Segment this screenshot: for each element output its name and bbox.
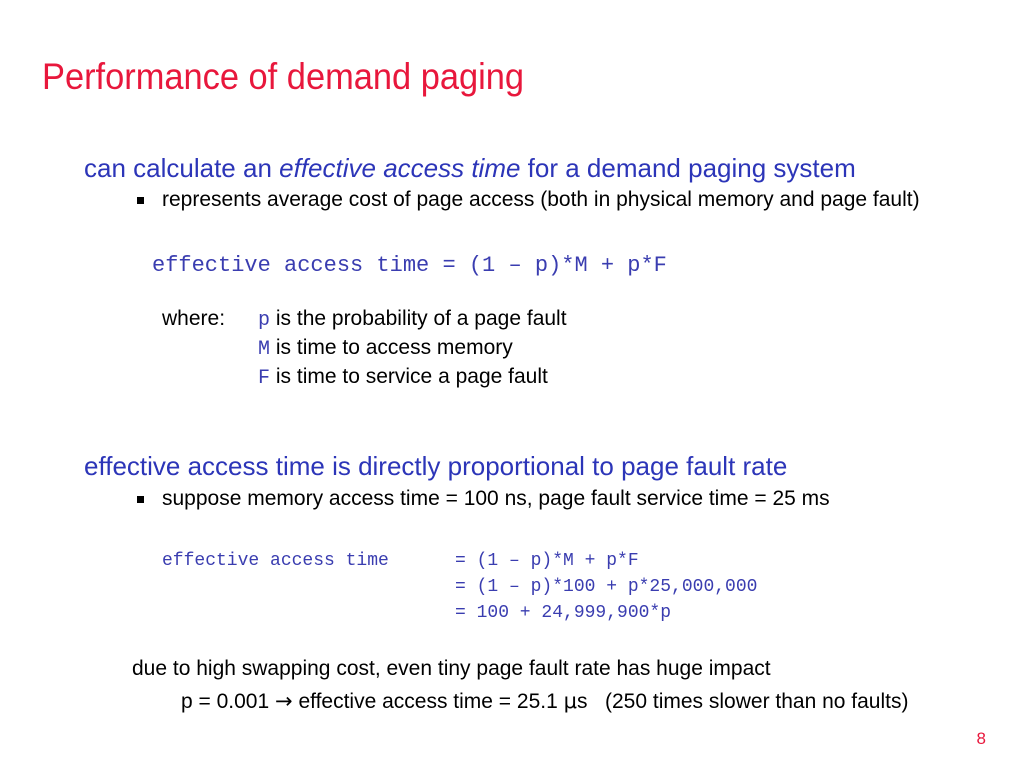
impact-line: due to high swapping cost, even tiny page fault rate has huge impact [132,657,771,680]
bullet-square-icon [137,496,144,503]
calc-line: = (1 – p)*100 + p*25,000,000 [455,577,758,597]
right-arrow-icon: → [275,689,293,713]
calc-line: = 100 + 24,999,900*p [455,603,672,623]
calc-line: = (1 – p)*M + p*F [455,551,639,571]
formula-main: effective access time = (1 – p)*M + p*F [152,253,667,278]
definition-row [258,307,567,332]
example-line [181,689,908,714]
section1-heading-pre: can calculate an [84,153,280,183]
definition-row [258,336,513,361]
definition-symbol: M [258,338,271,361]
slide-title: Performance of demand paging [42,56,525,97]
section2-heading: effective access time is directly proportional to page fault rate [84,451,788,481]
example-pre: p = 0.001 [181,690,275,713]
section1-heading-post: for a demand paging system [520,153,856,183]
mu-symbol: μ [563,689,577,713]
calc-label: effective access time [162,551,389,571]
definition-symbol: F [258,367,271,390]
definition-text: is time to access memory [275,336,513,359]
bullet-square-icon [137,197,144,204]
section1-bullet: represents average cost of page access (both in physical memory and page fault) [162,188,920,211]
section1-heading [84,153,856,184]
example-post: s (250 times slower than no faults) [577,690,909,713]
where-label: where: [162,307,226,330]
section2-bullet: suppose memory access time = 100 ns, page fault service time = 25 ms [162,487,830,510]
definition-symbol: p [258,309,271,332]
example-mid: effective access time = 25.1 [292,690,564,713]
definition-row [258,365,548,390]
definition-text: is the probability of a page fault [275,307,567,330]
page-number: 8 [976,729,986,748]
definition-text: is time to service a page fault [275,365,548,388]
section1-heading-em: effective access time [279,153,521,183]
